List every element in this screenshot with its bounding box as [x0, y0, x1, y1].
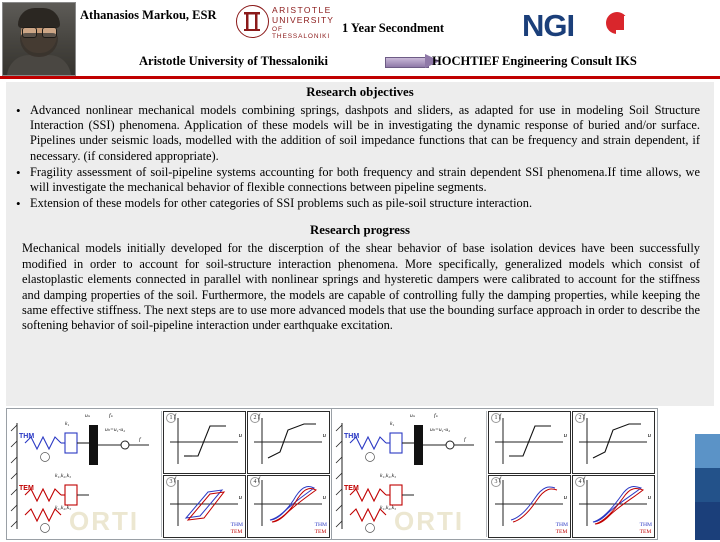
figure-pair-a — [7, 409, 331, 539]
figure-pair-b — [331, 409, 656, 539]
mechanical-model-diagram-a — [9, 411, 162, 537]
research-progress-paragraph: Mechanical models initially developed for the discerption of the shear behavior of base isolation devices have been successfully modified in order to account for soil-structure interaction phenomena. More specifically, generalized models which consist of elastoplastic elements connected in parallel with nonlinear springs and hysteretic dampers were calibrated to account for the stiffness and damping properties of the soil. Furthermore, the models are capable of controlling fully the damping properties, while keeping the same effective stiffness. The next steps are to use more advanced models that use the bounding surface approach in order to describe the softening behavior of soil-pipeline interaction under earthquake excitation. — [22, 241, 700, 333]
legend-thm: THM — [555, 522, 568, 528]
model-label-thm-b: THM — [344, 433, 360, 440]
graph-cell — [247, 411, 330, 474]
header-divider — [0, 76, 720, 79]
graph-legend — [231, 522, 243, 536]
graph-ylabel: f — [174, 476, 176, 483]
graph-xlabel: u — [238, 432, 242, 439]
graph-cell — [572, 411, 655, 474]
legend-thm: THM — [639, 522, 652, 528]
graph-ylabel: f — [583, 413, 585, 420]
avatar-hair — [18, 8, 60, 28]
model-label-k1-a: k₁ — [65, 421, 70, 427]
ngi-logo-text: NGI — [522, 8, 575, 43]
graph-cell — [163, 411, 246, 474]
graph-legend — [556, 522, 568, 536]
model-label-u-a: uₛ — [85, 413, 90, 419]
researcher-name: Athanasios Markou, ESR — [80, 8, 217, 22]
model-label-rel-a: uₕ=u₁-u₂ — [105, 427, 126, 433]
graph-index: 4 — [250, 477, 260, 487]
model-label-f-b: fₛ — [434, 413, 438, 419]
list-item: • Extension of these models for other categories of SSI problems such as pile-soil structure interaction. — [6, 196, 714, 211]
graph-ylabel: f — [499, 413, 501, 420]
watermark-a: ORTI — [69, 506, 140, 536]
auth-logo-line1: ARISTOTLE — [272, 5, 332, 15]
graph-index: 3 — [491, 477, 501, 487]
avatar-body — [7, 55, 71, 76]
ngi-logo-mark-icon — [606, 12, 628, 34]
graph-ylabel: f — [583, 476, 585, 483]
secondment-label: 1 Year Secondment — [342, 21, 445, 35]
model-label-force-b: f — [464, 437, 466, 443]
model-label-tem-a: TEM — [19, 485, 34, 492]
model-label-f-a: fₛ — [109, 413, 113, 419]
model-label-thm-a: THM — [19, 433, 35, 440]
legend-tem: TEM — [639, 529, 652, 535]
model-label-u-b: uₛ — [410, 413, 415, 419]
graph-index: 2 — [575, 413, 585, 423]
graph-ylabel: f — [174, 413, 176, 420]
list-item: • Advanced nonlinear mechanical models combining springs, dashpots and sliders, as adapted for use in modeling Soil Structure Interaction (SSI) phenomena. Application of these models will be in investigating the dynamic response of buried and/or surface. Pipelines under seismic loads, modelled with the addition of soil impedance functions that can be frequency and strain dependent, if necessary. (if considered appropriate). — [6, 103, 714, 164]
legend-tem: TEM — [314, 529, 327, 535]
slide-header — [0, 0, 720, 78]
auth-logo-line2: UNIVERSITY — [272, 15, 335, 25]
graph-legend — [315, 522, 327, 536]
graph-index: 2 — [250, 413, 260, 423]
model-label-k2-a: k₁,k₂,k₃ — [55, 473, 72, 479]
graph-cell — [488, 475, 571, 538]
content-panel — [6, 82, 714, 406]
list-item: • Fragility assessment of soil-pipeline systems accounting for both frequency and strain dependent SSI phenomena.If time allows, we will investigate the mechanical behavior of flexible connections between pipeline segments. — [6, 165, 714, 195]
graph-xlabel: u — [563, 494, 567, 501]
avatar — [2, 2, 76, 76]
legend-tem: TEM — [555, 529, 568, 535]
graph-index: 1 — [491, 413, 501, 423]
graph-xlabel: u — [238, 494, 242, 501]
graph-legend — [640, 522, 652, 536]
model-label-k2-b: k₁,k₂,k₃ — [380, 473, 397, 479]
graph-xlabel: u — [563, 432, 567, 439]
university-name: Aristotle University of Thessaloniki — [139, 54, 329, 68]
figure-strip — [6, 408, 658, 540]
graph-xlabel: u — [322, 432, 326, 439]
graph-ylabel: f — [258, 476, 260, 483]
glasses-right-icon — [42, 27, 57, 38]
graph-cell — [163, 475, 246, 538]
model-label-rel-b: uₕ=u₁-u₂ — [430, 427, 451, 433]
mechanical-model-diagram-b — [334, 411, 487, 537]
graph-ylabel: f — [258, 413, 260, 420]
legend-thm: THM — [314, 522, 327, 528]
decor-block-navy — [695, 502, 720, 540]
research-progress-title: Research progress — [310, 223, 410, 238]
model-label-k1-b: k₁ — [390, 421, 395, 427]
watermark-b: ORTI — [394, 506, 465, 536]
graph-xlabel: u — [322, 494, 326, 501]
model-label-k3-a: k₁,k₂,k₃ — [55, 505, 72, 511]
graph-cell — [488, 411, 571, 474]
partner-name: HOCHTIEF Engineering Consult IKS — [432, 54, 637, 68]
research-objectives-title: Research objectives — [306, 85, 414, 99]
graph-grid-a — [163, 411, 329, 537]
graph-xlabel: u — [647, 432, 651, 439]
graph-cell — [247, 475, 330, 538]
research-objectives-list — [6, 103, 714, 211]
model-label-k3-b: k₁,k₂,k₃ — [380, 505, 397, 511]
glasses-left-icon — [22, 27, 37, 38]
decor-block-light — [695, 434, 720, 468]
graph-index: 3 — [166, 477, 176, 487]
auth-logo-line3: OF THESSALONIKI — [272, 26, 331, 40]
graph-index: 1 — [166, 413, 176, 423]
decor-block-dark — [695, 468, 720, 502]
ngi-logo — [522, 6, 642, 46]
university-seal-icon — [236, 5, 269, 38]
aristotle-university-logo — [236, 3, 341, 39]
graph-ylabel: f — [499, 476, 501, 483]
legend-thm: THM — [230, 522, 243, 528]
graph-grid-b — [488, 411, 654, 537]
graph-xlabel: u — [647, 494, 651, 501]
model-label-tem-b: TEM — [344, 485, 359, 492]
model-label-force-a: f — [139, 437, 141, 443]
legend-tem: TEM — [230, 529, 243, 535]
graph-index: 4 — [575, 477, 585, 487]
graph-cell — [572, 475, 655, 538]
